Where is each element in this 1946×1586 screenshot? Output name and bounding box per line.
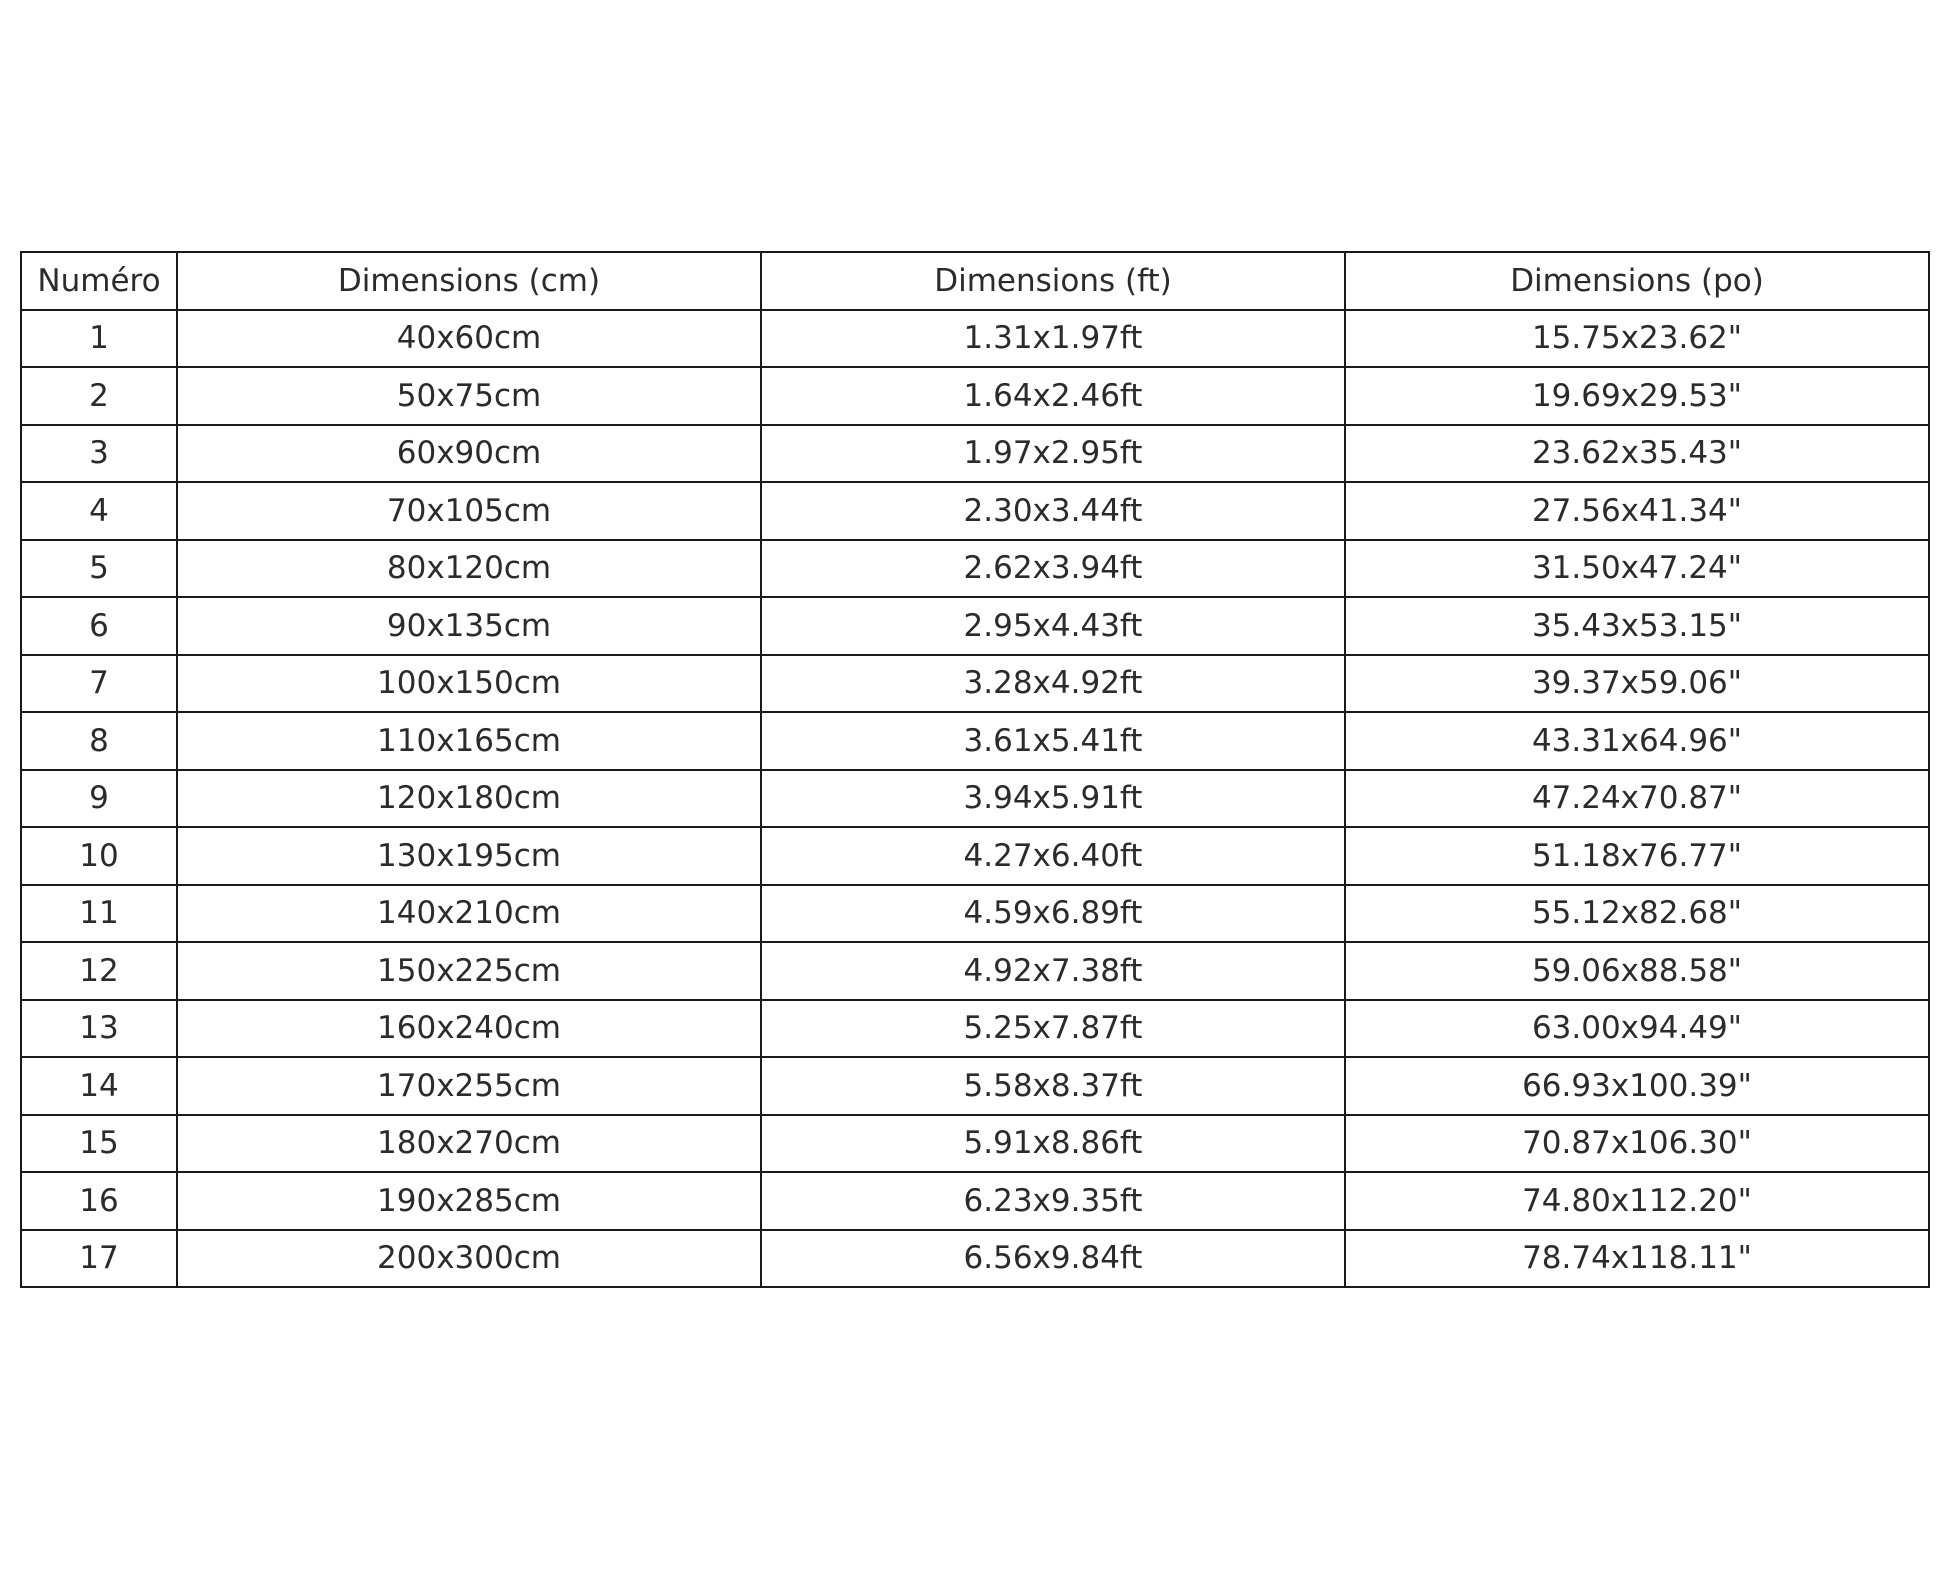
cell-dimensions-po: 39.37x59.06" [1345,655,1929,713]
cell-dimensions-cm: 180x270cm [177,1115,761,1173]
header-dimensions-cm: Dimensions (cm) [177,252,761,310]
cell-dimensions-po: 27.56x41.34" [1345,482,1929,540]
cell-dimensions-po: 19.69x29.53" [1345,367,1929,425]
cell-dimensions-po: 66.93x100.39" [1345,1057,1929,1115]
cell-numero: 4 [21,482,177,540]
cell-dimensions-ft: 1.31x1.97ft [761,310,1345,368]
cell-numero: 10 [21,827,177,885]
header-dimensions-ft: Dimensions (ft) [761,252,1345,310]
table-row [21,425,1929,483]
cell-dimensions-ft: 5.91x8.86ft [761,1115,1345,1173]
cell-dimensions-po: 15.75x23.62" [1345,310,1929,368]
table-row [21,310,1929,368]
cell-dimensions-ft: 6.56x9.84ft [761,1230,1345,1288]
table-row [21,712,1929,770]
cell-dimensions-cm: 160x240cm [177,1000,761,1058]
cell-dimensions-cm: 90x135cm [177,597,761,655]
cell-dimensions-ft: 1.64x2.46ft [761,367,1345,425]
table-row [21,1172,1929,1230]
cell-dimensions-ft: 4.27x6.40ft [761,827,1345,885]
table-header-row [21,252,1929,310]
table-row [21,540,1929,598]
cell-dimensions-ft: 5.25x7.87ft [761,1000,1345,1058]
cell-numero: 11 [21,885,177,943]
cell-numero: 5 [21,540,177,598]
cell-numero: 9 [21,770,177,828]
cell-numero: 8 [21,712,177,770]
cell-dimensions-ft: 2.30x3.44ft [761,482,1345,540]
cell-dimensions-cm: 200x300cm [177,1230,761,1288]
cell-dimensions-po: 31.50x47.24" [1345,540,1929,598]
cell-dimensions-cm: 130x195cm [177,827,761,885]
cell-dimensions-cm: 100x150cm [177,655,761,713]
table-row [21,770,1929,828]
cell-dimensions-cm: 120x180cm [177,770,761,828]
cell-numero: 6 [21,597,177,655]
cell-numero: 12 [21,942,177,1000]
header-numero: Numéro [21,252,177,310]
cell-dimensions-ft: 6.23x9.35ft [761,1172,1345,1230]
size-table-container [20,251,1930,1288]
cell-dimensions-cm: 140x210cm [177,885,761,943]
table-row [21,1000,1929,1058]
table-row [21,367,1929,425]
cell-dimensions-cm: 40x60cm [177,310,761,368]
cell-dimensions-po: 47.24x70.87" [1345,770,1929,828]
table-row [21,655,1929,713]
header-dimensions-po: Dimensions (po) [1345,252,1929,310]
cell-dimensions-cm: 50x75cm [177,367,761,425]
cell-dimensions-ft: 4.92x7.38ft [761,942,1345,1000]
table-row [21,597,1929,655]
cell-dimensions-po: 78.74x118.11" [1345,1230,1929,1288]
cell-dimensions-po: 23.62x35.43" [1345,425,1929,483]
cell-numero: 17 [21,1230,177,1288]
cell-dimensions-cm: 110x165cm [177,712,761,770]
cell-dimensions-ft: 3.28x4.92ft [761,655,1345,713]
cell-dimensions-ft: 2.95x4.43ft [761,597,1345,655]
size-table [20,251,1930,1288]
cell-dimensions-cm: 170x255cm [177,1057,761,1115]
table-row [21,1115,1929,1173]
table-body [21,310,1929,1288]
cell-numero: 2 [21,367,177,425]
cell-dimensions-ft: 3.61x5.41ft [761,712,1345,770]
table-row [21,885,1929,943]
cell-dimensions-po: 74.80x112.20" [1345,1172,1929,1230]
table-row [21,482,1929,540]
cell-numero: 7 [21,655,177,713]
cell-dimensions-ft: 3.94x5.91ft [761,770,1345,828]
cell-dimensions-po: 55.12x82.68" [1345,885,1929,943]
cell-numero: 16 [21,1172,177,1230]
cell-dimensions-cm: 70x105cm [177,482,761,540]
cell-dimensions-po: 43.31x64.96" [1345,712,1929,770]
cell-dimensions-ft: 4.59x6.89ft [761,885,1345,943]
cell-numero: 1 [21,310,177,368]
table-row [21,1230,1929,1288]
cell-dimensions-cm: 80x120cm [177,540,761,598]
cell-dimensions-po: 51.18x76.77" [1345,827,1929,885]
cell-dimensions-ft: 5.58x8.37ft [761,1057,1345,1115]
cell-dimensions-cm: 190x285cm [177,1172,761,1230]
cell-numero: 13 [21,1000,177,1058]
cell-dimensions-po: 70.87x106.30" [1345,1115,1929,1173]
cell-numero: 15 [21,1115,177,1173]
cell-dimensions-ft: 1.97x2.95ft [761,425,1345,483]
cell-dimensions-po: 63.00x94.49" [1345,1000,1929,1058]
cell-dimensions-cm: 60x90cm [177,425,761,483]
cell-dimensions-cm: 150x225cm [177,942,761,1000]
table-row [21,1057,1929,1115]
cell-dimensions-po: 35.43x53.15" [1345,597,1929,655]
cell-dimensions-po: 59.06x88.58" [1345,942,1929,1000]
cell-dimensions-ft: 2.62x3.94ft [761,540,1345,598]
table-row [21,942,1929,1000]
cell-numero: 14 [21,1057,177,1115]
table-row [21,827,1929,885]
cell-numero: 3 [21,425,177,483]
